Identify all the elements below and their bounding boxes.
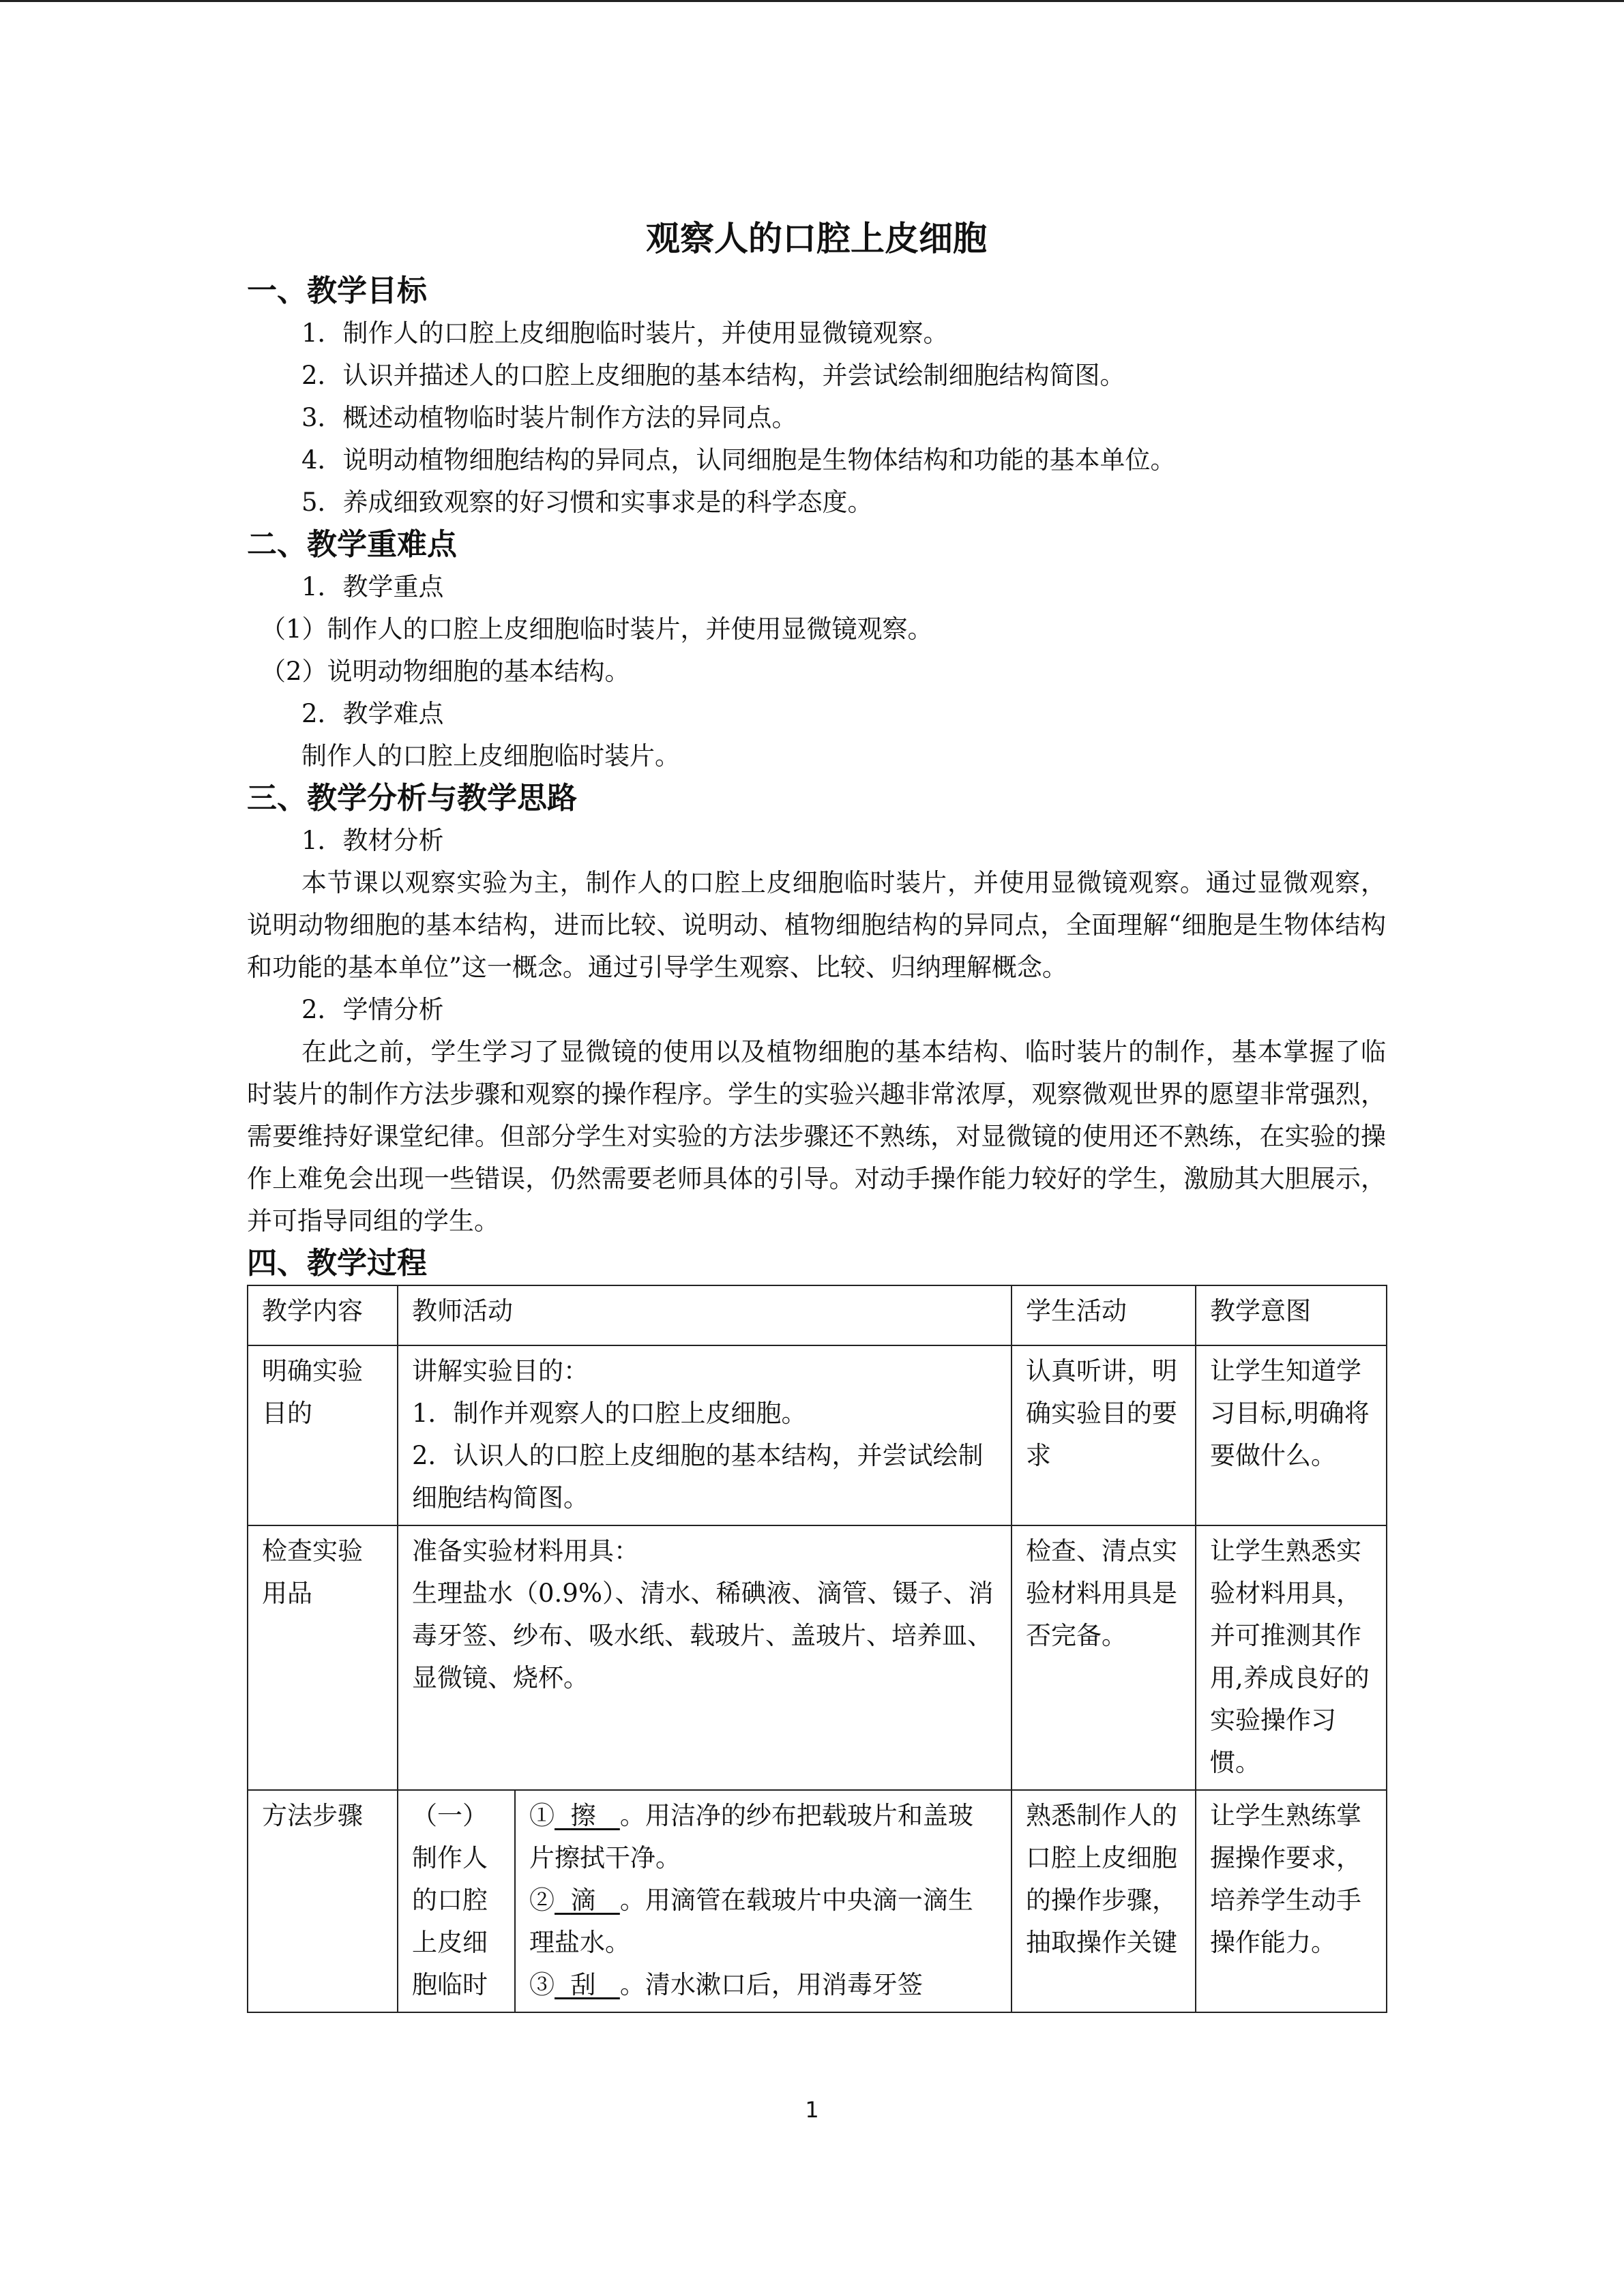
step-text: 。用洁净的纱布把载玻片和盖玻片擦拭干净。 bbox=[529, 1801, 973, 1873]
process-table bbox=[247, 1285, 1387, 2013]
header-cell: 学生活动 bbox=[1012, 1285, 1196, 1345]
page-title: 观察人的口腔上皮细胞 bbox=[646, 219, 987, 258]
table-row bbox=[248, 1525, 1387, 1790]
step-key-text: 滴 bbox=[570, 1885, 596, 1915]
teacher-line: 准备实验材料用具： bbox=[412, 1536, 639, 1566]
table-row bbox=[248, 1345, 1387, 1525]
goal-item: 2．认识并描述人的口腔上皮细胞的基本结构，并尝试绘制细胞结构简图。 bbox=[301, 361, 1125, 390]
header-cell: 教学内容 bbox=[248, 1285, 398, 1345]
top-border-line bbox=[0, 0, 1624, 2]
header-cell: 教学意图 bbox=[1196, 1285, 1387, 1345]
step-key bbox=[555, 1970, 620, 1999]
student-cell: 熟悉制作人的口腔上皮细胞的操作步骤，抽取操作关键 bbox=[1012, 1790, 1196, 2012]
students-label: 2．学情分析 bbox=[301, 995, 444, 1024]
step-key-text: 擦 bbox=[570, 1801, 596, 1830]
teacher-line: 讲解实验目的： bbox=[412, 1356, 589, 1386]
teacher-cell bbox=[398, 1525, 1012, 1790]
section2-heading: 二、教学重难点 bbox=[247, 527, 457, 562]
page-number: 1 bbox=[805, 2097, 819, 2123]
teacher-line: 2．认识人的口腔上皮细胞的基本结构，并尝试绘制细胞结构简图。 bbox=[412, 1441, 984, 1512]
content-cell: 方法步骤 bbox=[248, 1790, 398, 2012]
step-key bbox=[555, 1885, 620, 1915]
step-number: ① bbox=[529, 1801, 555, 1830]
section1-heading: 一、教学目标 bbox=[247, 273, 427, 308]
focus-item: （1）制作人的口腔上皮细胞临时装片，并使用显微镜观察。 bbox=[261, 614, 933, 644]
section3-heading: 三、教学分析与教学思路 bbox=[247, 781, 577, 816]
intent-cell: 让学生熟悉实验材料用具，并可推测其作用,养成良好的实验操作习惯。 bbox=[1196, 1525, 1387, 1790]
step-line bbox=[529, 1795, 997, 1879]
goal-item: 4．说明动植物细胞结构的异同点，认同细胞是生物体结构和功能的基本单位。 bbox=[301, 445, 1176, 475]
document-content bbox=[247, 211, 1386, 2013]
difficulty-label: 2．教学难点 bbox=[301, 699, 444, 728]
student-cell: 认真听讲，明确实验目的要求 bbox=[1012, 1345, 1196, 1525]
goal-item: 5．养成细致观察的好习惯和实事求是的科学态度。 bbox=[301, 488, 873, 517]
step-number: ③ bbox=[529, 1970, 555, 1999]
steps-cell bbox=[515, 1790, 1012, 2012]
teacher-line: 1．制作并观察人的口腔上皮细胞。 bbox=[412, 1399, 807, 1428]
intent-cell: 让学生知道学习目标,明确将要做什么。 bbox=[1196, 1345, 1387, 1525]
difficulty-text: 制作人的口腔上皮细胞临时装片。 bbox=[301, 741, 680, 771]
header-cell: 教师活动 bbox=[398, 1285, 1012, 1345]
student-cell: 检查、清点实验材料用具是否完备。 bbox=[1012, 1525, 1196, 1790]
table-row bbox=[248, 1790, 1387, 2012]
step-key-text: 刮 bbox=[570, 1970, 596, 1999]
step-number: ② bbox=[529, 1885, 555, 1915]
step-text: 。用滴管在载玻片中央滴一滴生理盐水。 bbox=[529, 1885, 973, 1957]
table-header-row bbox=[248, 1285, 1387, 1345]
goal-item: 1．制作人的口腔上皮细胞临时装片，并使用显微镜观察。 bbox=[301, 318, 949, 348]
step-line bbox=[529, 1879, 997, 1964]
teacher-cell bbox=[398, 1345, 1012, 1525]
textbook-label: 1．教材分析 bbox=[301, 826, 444, 855]
content-cell: 明确实验目的 bbox=[248, 1345, 398, 1525]
teacher-line: 生理盐水（0.9%）、清水、稀碘液、滴管、镊子、消毒牙签、纱布、吸水纸、载玻片、盖玻片、培养皿、显微镜、烧杯。 bbox=[412, 1579, 994, 1693]
textbook-paragraph: 本节课以观察实验为主，制作人的口腔上皮细胞临时装片，并使用显微镜观察。通过显微观察，说明动物细胞的基本结构，进而比较、说明动、植物细胞结构的异同点，全面理解“细胞是生物体结构和功能的基本单位”这一概念。通过引导学生观察、比较、归纳理解概念。 bbox=[247, 868, 1386, 982]
section4-heading: 四、教学过程 bbox=[247, 1246, 427, 1281]
step-text: 。清水漱口后，用消毒牙签 bbox=[619, 1970, 923, 1999]
students-paragraph: 在此之前，学生学习了显微镜的使用以及植物细胞的基本结构、临时装片的制作，基本掌握了临时装片的制作方法步骤和观察的操作程序。学生的实验兴趣非常浓厚，观察微观世界的愿望非常强烈，需要维持好课堂纪律。但部分学生对实验的方法步骤还不熟练，对显微镜的使用还不熟练，在实验的操作上难免会出现一些错误，仍然需要老师具体的引导。对动手操作能力较好的学生，激励其大胆展示，并可指导同组的学生。 bbox=[247, 1037, 1386, 1236]
focus-item: （2）说明动物细胞的基本结构。 bbox=[261, 657, 630, 686]
goal-item: 3．概述动植物临时装片制作方法的异同点。 bbox=[301, 403, 797, 432]
focus-label: 1．教学重点 bbox=[301, 572, 444, 601]
intent-cell: 让学生熟练掌握操作要求，培养学生动手操作能力。 bbox=[1196, 1790, 1387, 2012]
content-cell: 检查实验用品 bbox=[248, 1525, 398, 1790]
step-line bbox=[529, 1964, 997, 2006]
sub-step-cell: （一）制作人的口腔上皮细胞临时 bbox=[398, 1790, 515, 2012]
step-key bbox=[555, 1801, 620, 1830]
